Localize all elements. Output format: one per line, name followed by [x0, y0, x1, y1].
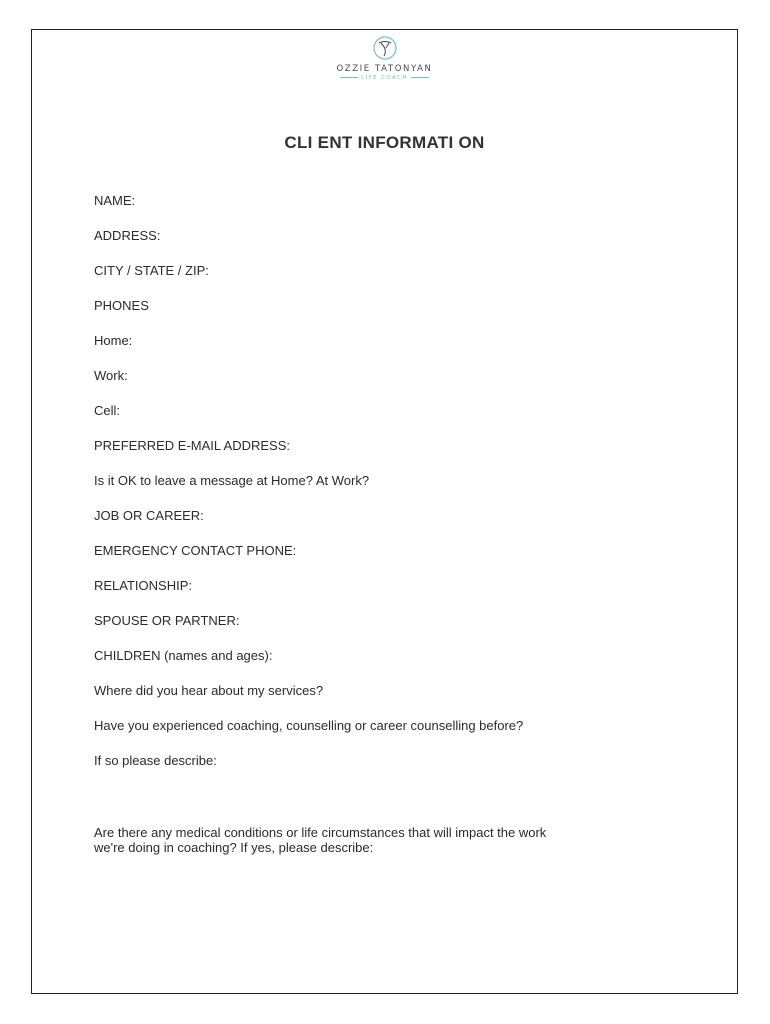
- form-field-label: Cell:: [94, 403, 121, 418]
- form-field-label: PREFERRED E-MAIL ADDRESS:: [94, 438, 291, 453]
- form-field-label: Have you experienced coaching, counselling or career counselling before?: [94, 718, 524, 733]
- form-field-label: Where did you hear about my services?: [94, 683, 324, 698]
- form-field-label: ADDRESS:: [94, 228, 161, 243]
- form-field-label: JOB OR CAREER:: [94, 508, 204, 523]
- form-field-label: CITY / STATE / ZIP:: [94, 263, 209, 278]
- form-page: [31, 29, 738, 994]
- form-field-label: CHILDREN (names and ages):: [94, 648, 273, 663]
- logo-tagline-row: [32, 74, 737, 82]
- logo-mark-icon: [370, 34, 400, 62]
- form-field-label: PHONES: [94, 298, 149, 313]
- form-field-label: Are there any medical conditions or life circumstances that will impact the work we're doing in coaching? If yes, please describe:: [94, 825, 547, 855]
- form-field-label: EMERGENCY CONTACT PHONE:: [94, 543, 297, 558]
- logo-divider-left: [340, 77, 358, 78]
- form-field-label: If so please describe:: [94, 753, 217, 768]
- logo-tagline: LIFE COACH: [361, 75, 408, 81]
- form-field-label: Home:: [94, 333, 133, 348]
- form-field-label: RELATIONSHIP:: [94, 578, 193, 593]
- form-field-label: NAME:: [94, 193, 136, 208]
- logo-divider-right: [411, 77, 429, 78]
- form-field-label: Is it OK to leave a message at Home? At Work?: [94, 473, 370, 488]
- logo-name: OZZIE TATONYAN: [336, 64, 433, 74]
- page-title: CLI ENT INFORMATI ON: [284, 133, 485, 152]
- form-field-label: Work:: [94, 368, 128, 383]
- logo: [32, 34, 737, 82]
- form-field-label: SPOUSE OR PARTNER:: [94, 613, 240, 628]
